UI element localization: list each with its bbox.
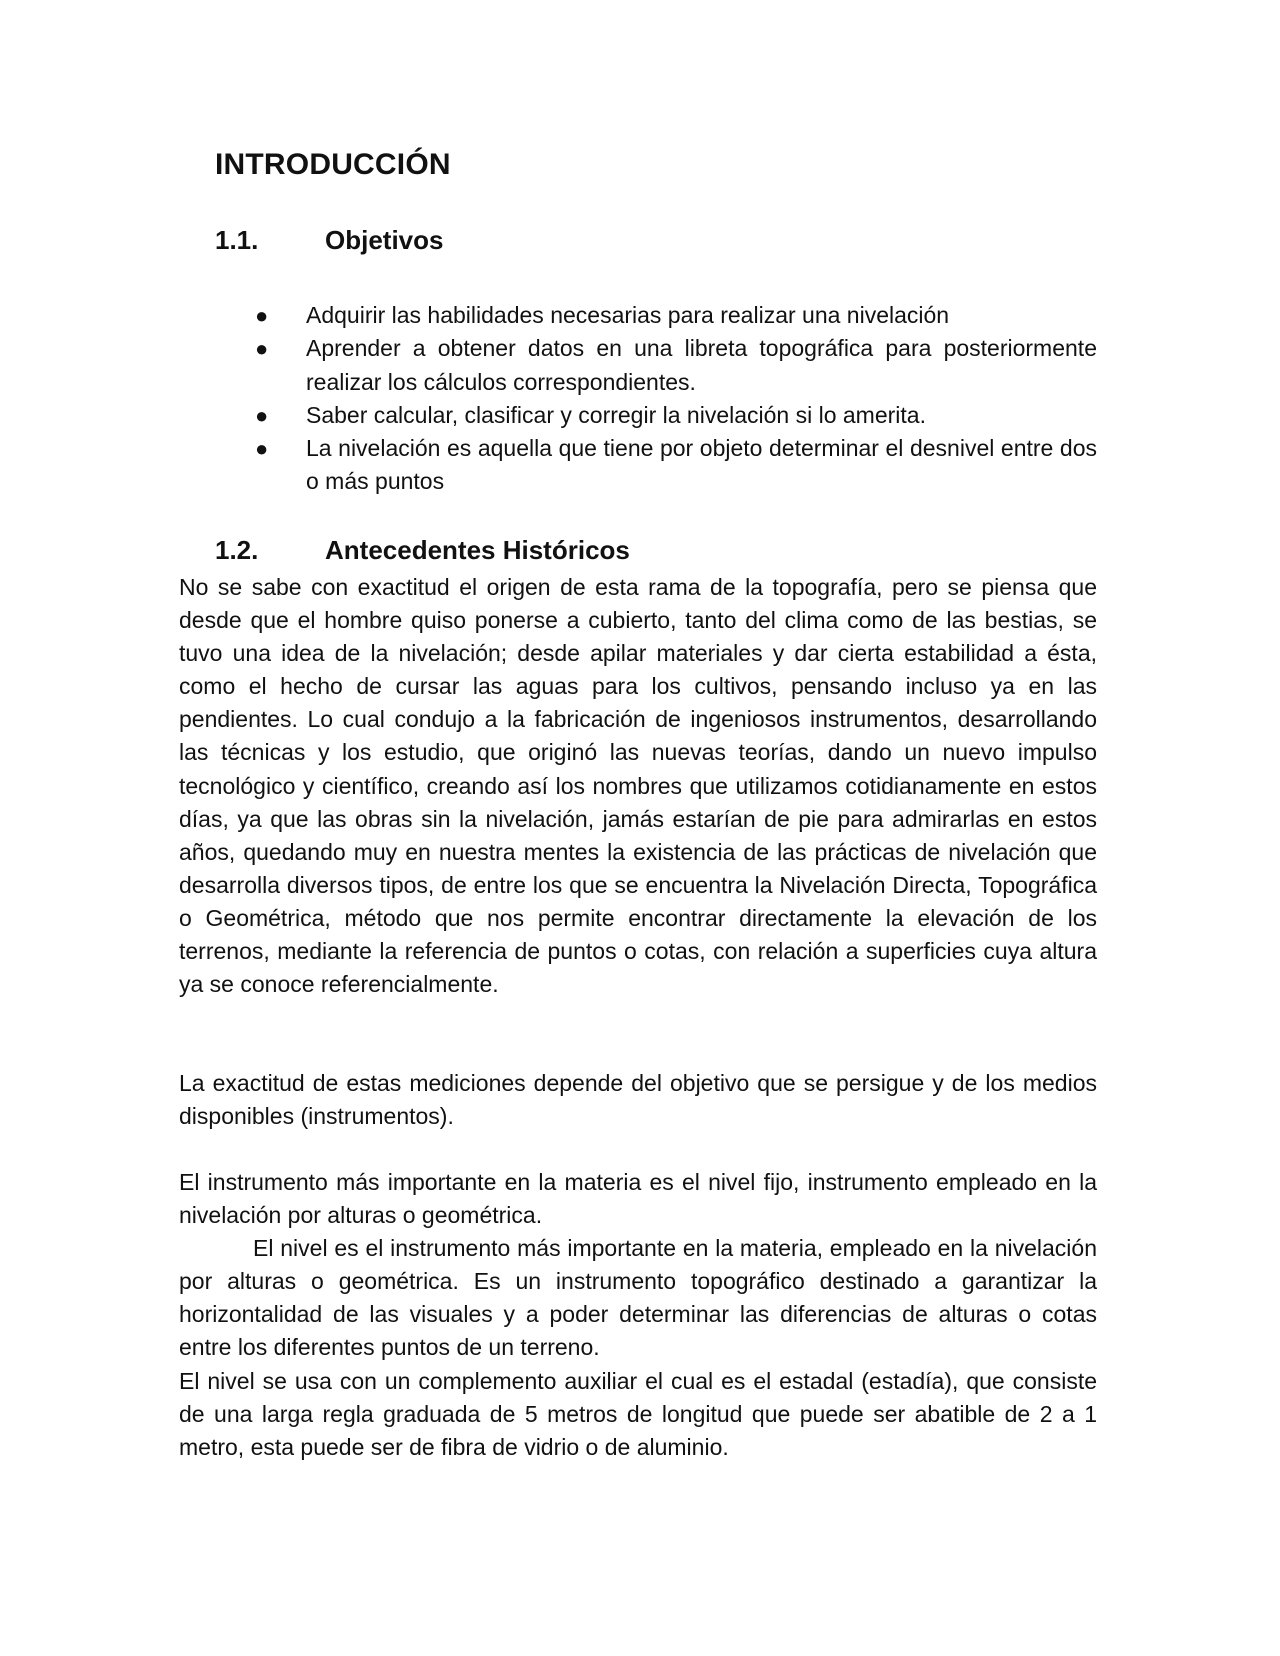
list-item-text: Adquirir las habilidades necesarias para realizar una nivelación bbox=[306, 302, 950, 328]
paragraph-instrument: El instrumento más importante en la materia es el nivel fijo, instrumento empleado en la nivelación por alturas o geométrica. bbox=[179, 1169, 1097, 1229]
paragraph-level: El nivel es el instrumento más importante en la materia, empleado en la nivelación por alturas o geométrica. Es un instrumento topográfico destinado a garantizar la horizontalidad de las visuales y a poder determinar las diferencias de alturas o cotas entre los diferentes puntos de un terreno. bbox=[179, 1235, 1097, 1361]
section-title: Objetivos bbox=[325, 225, 444, 255]
bullet-icon: ● bbox=[255, 336, 269, 362]
section-title: Antecedentes Históricos bbox=[325, 535, 630, 565]
bullet-icon: ● bbox=[255, 303, 269, 328]
section-heading-objetivos bbox=[215, 225, 443, 256]
objectives-list bbox=[179, 299, 1097, 499]
paragraph-history: No se sabe con exactitud el origen de esta rama de la topografía, pero se piensa que desde que el hombre quiso ponerse a cubierto, tanto del clima como de las bestias, se tuvo una idea de la nivelación; desde apilar materiales y dar cierta estabilidad a ésta, como el hecho de cursar las aguas para los cultivos, pensando incluso ya en las pendientes. Lo cual condujo a la fabricación de ingeniosos instrumentos, desarrollando las técnicas y los estudio, que originó las nuevas teorías, dando un nuevo impulso tecnológico y científico, creando así los nombres que utilizamos cotidianamente en estos días, ya que las obras sin la nivelación, jamás estarían de pie para admirarlas en estos años, quedando muy en nuestra mentes la existencia de las prácticas de nivelación que desarrolla diversos tipos, de entre los que se encuentra la Nivelación Directa, Topográfica o Geométrica, método que nos permite encontrar directamente la elevación de los terrenos, mediante la referencia de puntos o cotas, con relación a superficies cuya altura ya se conoce referencialmente. bbox=[179, 574, 1097, 998]
list-item bbox=[179, 299, 1097, 332]
list-item bbox=[179, 332, 1097, 399]
paragraph-staff: El nivel se usa con un complemento auxiliar el cual es el estadal (estadía), que consiste de una larga regla graduada de 5 metros de longitud que puede ser abatible de 2 a 1 metro, esta puede ser de fibra de vidrio o de aluminio. bbox=[179, 1368, 1097, 1461]
bullet-icon: ● bbox=[255, 402, 269, 428]
bullet-icon: ● bbox=[255, 436, 269, 462]
section-heading-antecedentes bbox=[215, 535, 630, 566]
page-title: INTRODUCCIÓN bbox=[215, 148, 451, 181]
section-number: 1.2. bbox=[215, 535, 259, 565]
list-item bbox=[179, 432, 1097, 499]
list-item-text: Aprender a obtener datos en una libreta topográfica para posteriormente realizar los cálculos correspondientes. bbox=[306, 335, 1097, 395]
list-item-text: La nivelación es aquella que tiene por objeto determinar el desnivel entre dos o más puntos bbox=[306, 435, 1097, 495]
paragraph-accuracy: La exactitud de estas mediciones depende del objetivo que se persigue y de los medios disponibles (instrumentos). bbox=[179, 1070, 1097, 1130]
section-number: 1.1. bbox=[215, 225, 259, 255]
list-item-text: Saber calcular, clasificar y corregir la nivelación si lo amerita. bbox=[306, 401, 926, 428]
list-item bbox=[179, 399, 1097, 432]
